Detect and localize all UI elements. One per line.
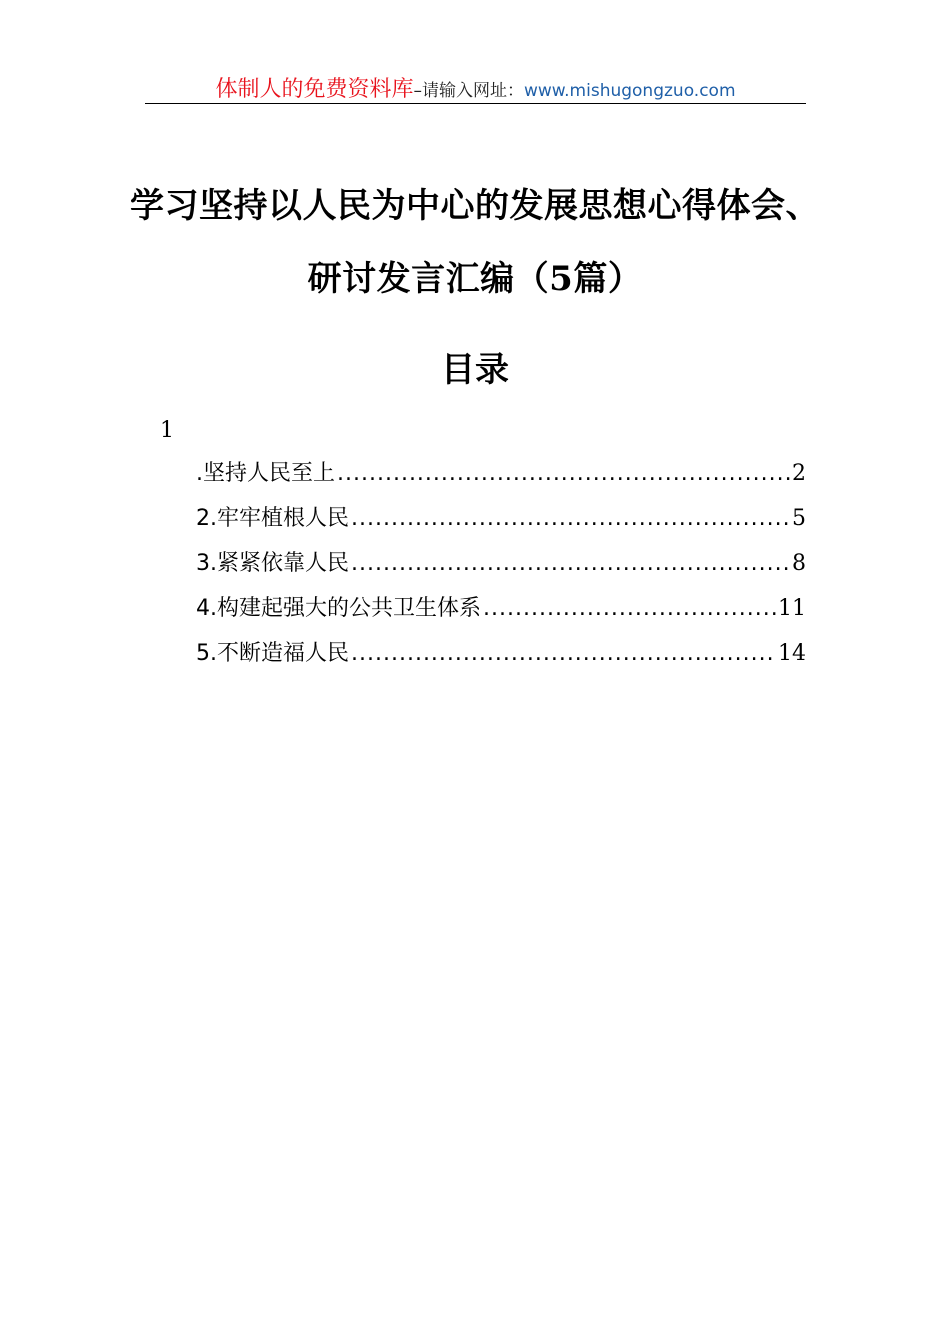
toc-entry-page-number[interactable]: 11 <box>778 596 806 621</box>
header-brand: 体制人的免费资料库 <box>215 77 414 102</box>
toc-dot-leader <box>351 503 790 535</box>
header-prompt: –请输入网址： <box>413 81 524 101</box>
toc-level-marker: 1 <box>160 418 174 443</box>
toc-entry-page-number[interactable]: 2 <box>792 461 806 486</box>
toc-dot-leader <box>351 638 776 670</box>
toc-dot-leader <box>337 458 790 490</box>
toc-entry[interactable] <box>196 638 806 683</box>
toc-dot-leader <box>483 593 776 625</box>
toc-entry[interactable] <box>196 593 806 638</box>
toc-entry[interactable] <box>196 548 806 593</box>
toc-dot-leader <box>351 548 790 580</box>
toc-entry-label[interactable]: 5.不断造福人民 <box>196 641 349 666</box>
table-of-contents <box>196 458 806 683</box>
toc-entry[interactable] <box>196 503 806 548</box>
toc-entry-label[interactable]: 2.牢牢植根人民 <box>196 506 349 531</box>
toc-entry-page-number[interactable]: 8 <box>792 551 806 576</box>
toc-entry-page-number[interactable]: 14 <box>778 641 806 666</box>
toc-entry-label[interactable]: 3.紧紧依靠人民 <box>196 551 349 576</box>
toc-entry[interactable] <box>196 458 806 503</box>
toc-entry-page-number[interactable]: 5 <box>792 506 806 531</box>
document-title: 学习坚持以人民为中心的发展思想心得体会、研讨发言汇编（5篇） <box>130 186 820 299</box>
page-header <box>145 72 806 104</box>
toc-entry-label[interactable]: 4.构建起强大的公共卫生体系 <box>196 596 481 621</box>
toc-entry-label[interactable]: .坚持人民至上 <box>196 461 335 486</box>
header-url-link[interactable]: www.mishugongzuo.com <box>524 81 736 101</box>
toc-heading: 目录 <box>441 350 509 390</box>
